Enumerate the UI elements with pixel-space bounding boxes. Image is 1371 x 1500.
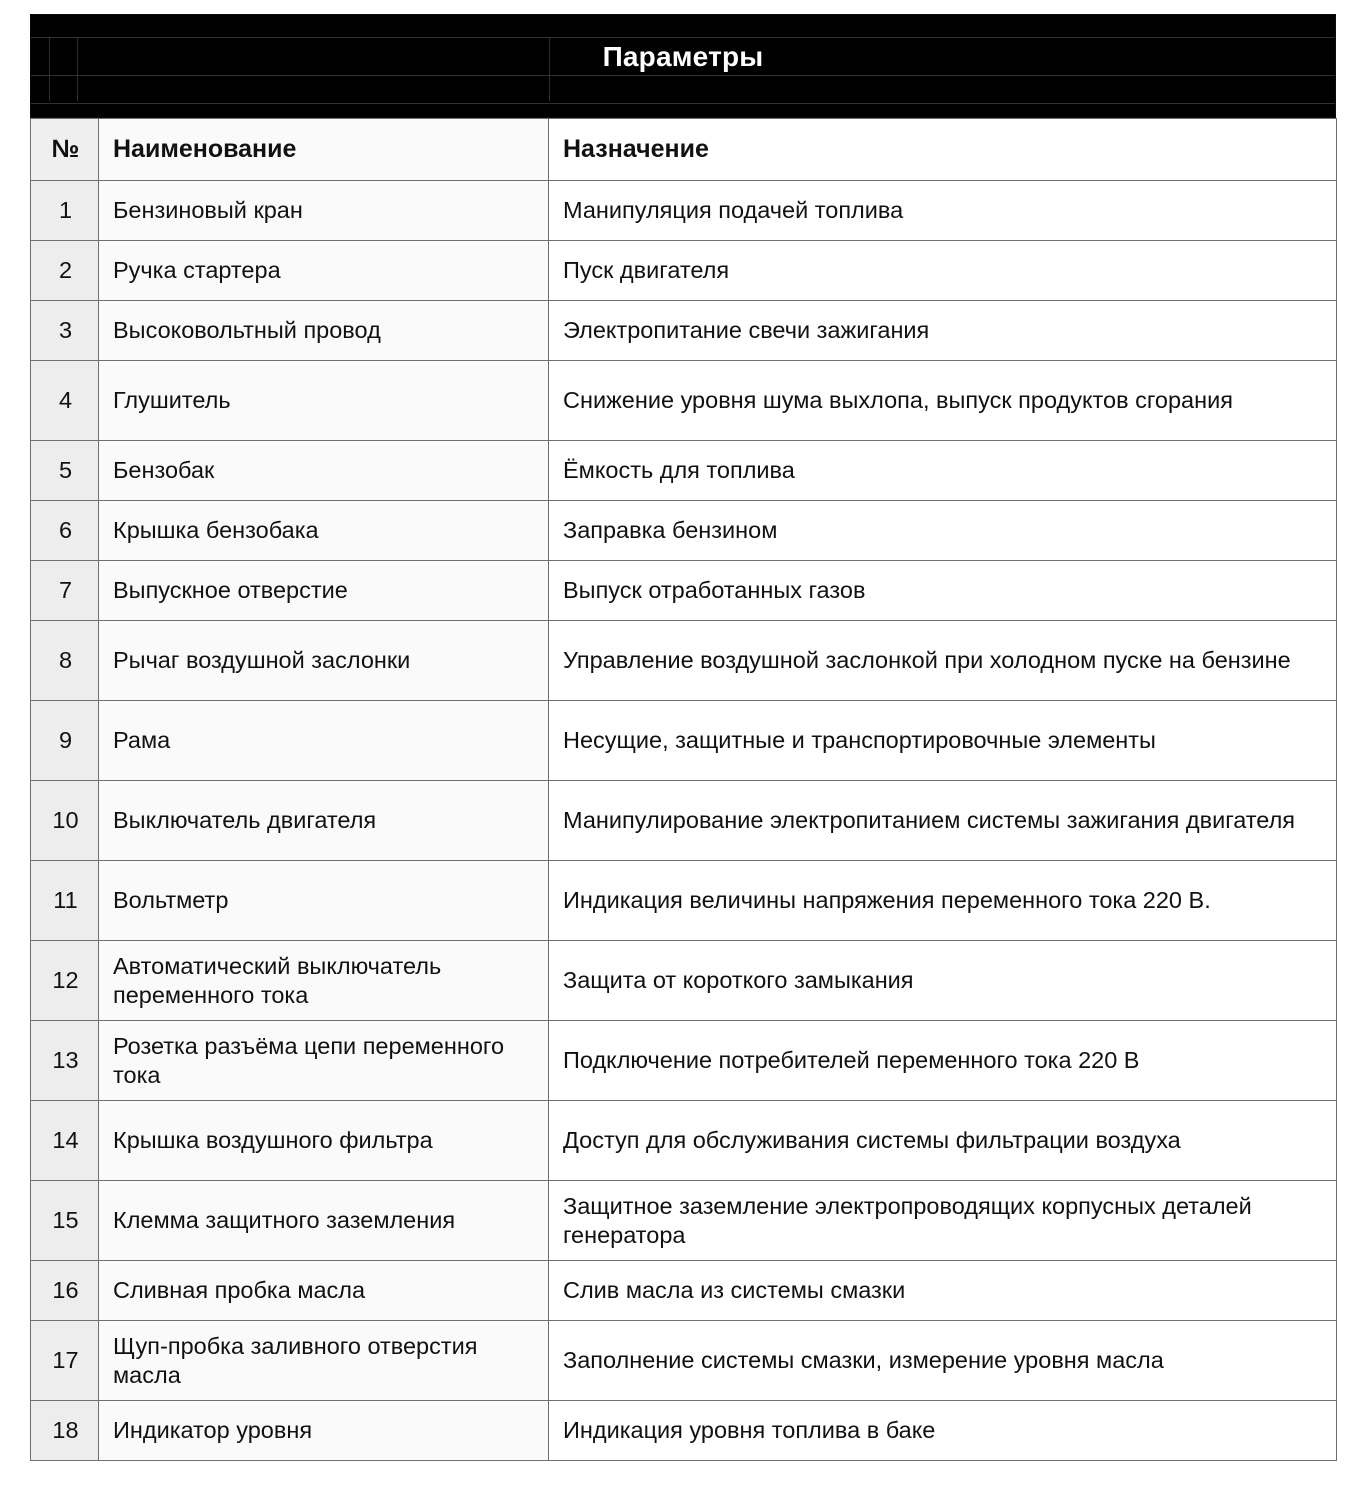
cell-purpose: Управление воздушной заслонкой при холодном пуске на бензине	[549, 621, 1337, 701]
cell-name: Выпускное отверстие	[99, 561, 549, 621]
cell-name: Розетка разъёма цепи переменного тока	[99, 1021, 549, 1101]
cell-purpose: Манипуляция подачей топлива	[549, 181, 1337, 241]
table-row	[31, 241, 1337, 301]
cell-purpose: Индикация уровня топлива в баке	[549, 1401, 1337, 1461]
column-header-name: Наименование	[99, 119, 549, 181]
table-row	[31, 781, 1337, 861]
cell-name: Вольтметр	[99, 861, 549, 941]
table-row	[31, 181, 1337, 241]
cell-purpose: Несущие, защитные и транспортировочные элементы	[549, 701, 1337, 781]
cell-number: 3	[31, 301, 99, 361]
cell-number: 2	[31, 241, 99, 301]
cell-purpose: Слив масла из системы смазки	[549, 1261, 1337, 1321]
cell-purpose: Заправка бензином	[549, 501, 1337, 561]
cell-name: Клемма защитного заземления	[99, 1181, 549, 1261]
cell-purpose: Манипулирование электропитанием системы зажигания двигателя	[549, 781, 1337, 861]
cell-number: 13	[31, 1021, 99, 1101]
table-row	[31, 301, 1337, 361]
cell-number: 8	[31, 621, 99, 701]
table-row	[31, 861, 1337, 941]
cell-number: 7	[31, 561, 99, 621]
table-row	[31, 941, 1337, 1021]
cell-name: Высоковольтный провод	[99, 301, 549, 361]
table-header-row	[31, 119, 1337, 181]
table-row	[31, 1261, 1337, 1321]
table-row	[31, 501, 1337, 561]
table-row	[31, 701, 1337, 781]
table-row	[31, 1181, 1337, 1261]
cell-purpose: Электропитание свечи зажигания	[549, 301, 1337, 361]
cell-number: 10	[31, 781, 99, 861]
cell-number: 5	[31, 441, 99, 501]
table-row	[31, 621, 1337, 701]
cell-number: 15	[31, 1181, 99, 1261]
cell-name: Бензиновый кран	[99, 181, 549, 241]
cell-name: Выключатель двигателя	[99, 781, 549, 861]
cell-purpose: Пуск двигателя	[549, 241, 1337, 301]
cell-purpose: Подключение потребителей переменного тока 220 В	[549, 1021, 1337, 1101]
cell-name: Крышка воздушного фильтра	[99, 1101, 549, 1181]
cell-name: Рама	[99, 701, 549, 781]
cell-purpose: Доступ для обслуживания системы фильтрации воздуха	[549, 1101, 1337, 1181]
cell-number: 16	[31, 1261, 99, 1321]
column-header-number: №	[31, 119, 99, 181]
cell-number: 1	[31, 181, 99, 241]
cell-number: 12	[31, 941, 99, 1021]
cell-purpose: Ёмкость для топлива	[549, 441, 1337, 501]
table-row	[31, 561, 1337, 621]
cell-number: 17	[31, 1321, 99, 1401]
page-title: Параметры	[602, 41, 764, 72]
table-row	[31, 441, 1337, 501]
parameters-table	[30, 118, 1337, 1461]
cell-name: Глушитель	[99, 361, 549, 441]
cell-purpose: Индикация величины напряжения переменного тока 220 В.	[549, 861, 1337, 941]
cell-name: Бензобак	[99, 441, 549, 501]
cell-name: Автоматический выключатель переменного тока	[99, 941, 549, 1021]
cell-name: Крышка бензобака	[99, 501, 549, 561]
cell-name: Щуп-пробка заливного отверстия масла	[99, 1321, 549, 1401]
cell-purpose: Снижение уровня шума выхлопа, выпуск продуктов сгорания	[549, 361, 1337, 441]
cell-number: 4	[31, 361, 99, 441]
cell-purpose: Заполнение системы смазки, измерение уровня масла	[549, 1321, 1337, 1401]
cell-number: 6	[31, 501, 99, 561]
table-row	[31, 1021, 1337, 1101]
cell-purpose: Защитное заземление электропроводящих корпусных деталей генератора	[549, 1181, 1337, 1261]
cell-number: 9	[31, 701, 99, 781]
table-body	[31, 181, 1337, 1461]
band-divider-line	[31, 37, 1335, 38]
column-header-purpose: Назначение	[549, 119, 1337, 181]
table-row	[31, 1321, 1337, 1401]
table-header	[31, 119, 1337, 181]
band-divider-line	[31, 103, 1335, 104]
cell-name: Рычаг воздушной заслонки	[99, 621, 549, 701]
cell-purpose: Выпуск отработанных газов	[549, 561, 1337, 621]
table-title-band	[30, 14, 1336, 118]
table-row	[31, 1101, 1337, 1181]
cell-name: Сливная пробка масла	[99, 1261, 549, 1321]
cell-number: 14	[31, 1101, 99, 1181]
cell-purpose: Защита от короткого замыкания	[549, 941, 1337, 1021]
table-row	[31, 1401, 1337, 1461]
cell-number: 11	[31, 861, 99, 941]
cell-name: Индикатор уровня	[99, 1401, 549, 1461]
cell-name: Ручка стартера	[99, 241, 549, 301]
band-divider-line	[31, 75, 1335, 76]
cell-number: 18	[31, 1401, 99, 1461]
table-row	[31, 361, 1337, 441]
